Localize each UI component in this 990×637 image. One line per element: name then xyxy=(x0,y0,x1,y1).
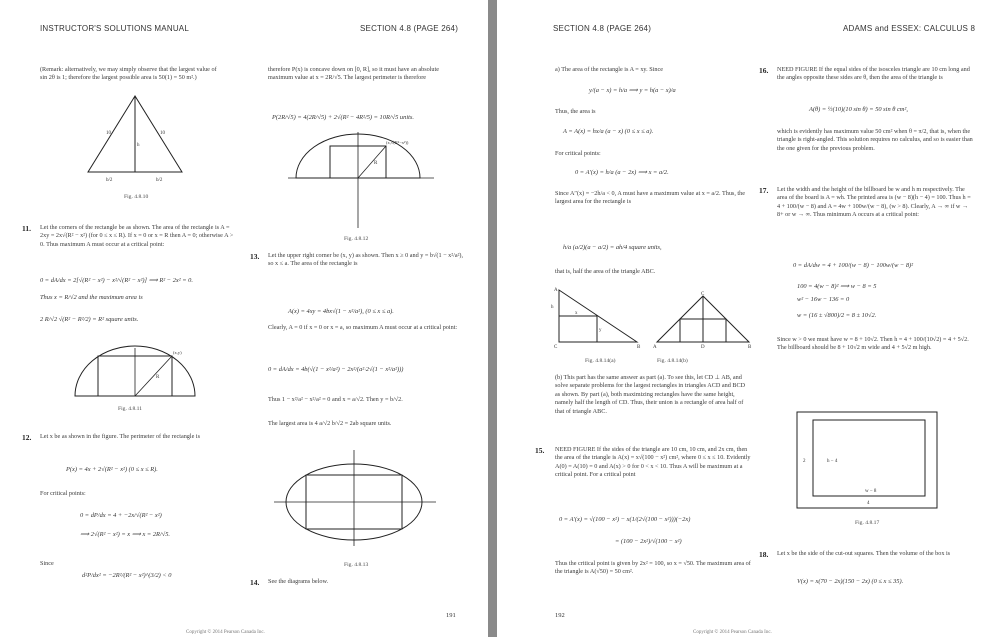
part-a-eq4: h/a (a/2)(a − a/2) = ah/4 square units, xyxy=(563,244,662,251)
fig14b-label-b: B xyxy=(748,345,752,350)
problem-11-number: 11. xyxy=(22,224,31,233)
problem-14-text: See the diagrams below. xyxy=(268,578,329,585)
problem-16-number: 16. xyxy=(759,66,769,75)
fig-4-8-10 xyxy=(80,90,190,184)
problem-18-eq1: V(x) = x(70 − 2x)(150 − 2x) (0 ≤ x ≤ 35). xyxy=(797,578,904,585)
part-a-text5: that is, half the area of the triangle ABC. xyxy=(555,268,656,275)
col2-eq1: P(2R/√5) = 4(2R/√5) + 2√(R² − 4R²/5) = 10R/√5 units. xyxy=(272,114,414,121)
fig14a-label-x: x xyxy=(575,311,578,316)
part-a-eq2: A = A(x) = hx/a (a − x) (0 ≤ x ≤ a). xyxy=(563,128,654,135)
problem-15-eq2: = (100 − 2x²)/√(100 − x²) xyxy=(615,538,682,545)
problem-11-eq3: 2 R/√2 √(R² − R²/2) = R² square units. xyxy=(40,316,139,323)
fig17-label-2: 2 xyxy=(803,459,806,464)
problem-11-eq1: 0 = dA/dx = 2[√(R² − x²) − x²/√(R² − x²)] ⟹ R² − 2x² = 0. xyxy=(40,277,193,284)
fig-4-8-14b xyxy=(653,292,753,348)
fig17-label-h4: h − 4 xyxy=(827,459,838,464)
fig-4-8-13 xyxy=(270,446,440,546)
problem-12-eq1: P(x) = 4x + 2√(R² − x²) (0 ≤ x ≤ R). xyxy=(66,466,158,473)
fig14a-label-y: y xyxy=(599,328,602,333)
fig10-label-right: 10 xyxy=(160,131,165,136)
fig10-label-h: h xyxy=(137,143,140,148)
fig10-label-b2: b/2 xyxy=(156,178,163,183)
problem-13-text: Let the upper right corner be (x, y) as shown. Then x ≥ 0 and y = b√(1 − x²/a²), so x ≤ a. The area of the rectangle is xyxy=(268,252,464,268)
problem-17-number: 17. xyxy=(759,186,769,195)
right-page xyxy=(497,0,990,637)
problem-12-eq3: ⟹ 2√(R² − x²) = x ⟹ x = 2R/√5. xyxy=(80,531,171,538)
right-header-title: ADAMS and ESSEX: CALCULUS 8 xyxy=(843,24,976,33)
problem-18-text: Let x be the side of the cut-out squares. Then the volume of the box is xyxy=(777,550,951,557)
part-b-text: (b) This part has the same answer as part (a). To see this, let CD ⊥ AB, and solve separate problems for the largest rectangles in triangles ACD and BCD as shown. By part (a), both maximizing rectangles have the same height, namely half the length of CD. Thus, their union is a rectangle of area half of that of triangle ABC. xyxy=(555,374,746,415)
problem-17-eq3: w² − 16w − 136 = 0 xyxy=(797,296,850,303)
fig11-caption: Fig. 4.8.11 xyxy=(118,406,143,412)
fig14b-label-c: C xyxy=(701,292,705,297)
right-page-number: 192 xyxy=(555,612,565,619)
fig-4-8-17 xyxy=(793,408,943,512)
right-footer: Copyright © 2014 Pearson Canada Inc. xyxy=(693,630,772,635)
problem-15-text: NEED FIGURE If the sides of the triangle are 10 cm, 10 cm, and 2x cm, then the area of the triangle is A(x) = x√(100 − x²) cm², where 0 ≤ x ≤ 10. Evidently A(0) = A(10) = 0 and A(x) > 0 for 0 < x < 10. Thus A will be maximum at a critical point. For a critical point xyxy=(555,446,751,479)
fig17-label-4: 4 xyxy=(867,501,870,506)
problem-17-text2: Since w > 0 we must have w = 8 + 10√2. Then h = 4 + 100/(10√2) = 4 + 5√2. The billboard should be 8 + 10√2 m wide and 4 + 5√2 m high. xyxy=(777,336,969,352)
part-a-text4: Since A″(x) = −2h/a < 0, A must have a maximum value at x = a/2. Thus, the largest area for the rectangle is xyxy=(555,190,745,206)
remark-text: (Remark: alternatively, we may simply observe that the largest value of sin 2θ is 1; therefore the largest possible area is 50(1) = 50 m².) xyxy=(40,66,217,82)
fig14b-label-a: A xyxy=(653,345,657,350)
problem-16-eq1: A(θ) = ½(10)(10 sin θ) = 50 sin θ cm², xyxy=(809,106,908,113)
fig11-label-r: R xyxy=(156,375,160,380)
problem-17-text: Let the width and the height of the billboard be w and h m respectively. The area of the board is A = wh. The printed area is (w − 8)(h − 4) = 100. Thus h = 4 + 100/(w − 8) and A = 4w + 100w/(w − 8), (w > 8). Clearly, A → ∞ if w → 8+ or w → ∞. Thus minimum A occurs at a critical point: xyxy=(777,186,971,219)
fig14a-label-a: A xyxy=(554,288,558,293)
fig17-label-w8: w − 8 xyxy=(865,489,877,494)
fig14a-label-h: h xyxy=(551,305,554,310)
fig-4-8-12 xyxy=(286,130,436,230)
problem-12-eq2: 0 = dP/dx = 4 + −2x/√(R² − x²) xyxy=(80,512,162,519)
col2-text1: therefore P(x) is concave down on [0, R], so it must have an absolute maximum value at x = 2R/√5. The largest perimeter is therefore xyxy=(268,66,439,82)
problem-11-text: Let the corners of the rectangle be as shown. The area of the rectangle is A = 2xy = 2x√(R² − x²) (for 0 ≤ x ≤ R). If x = 0 or x = R then A = 0; otherwise A > 0. Thus maximum A must occur at a critical point: xyxy=(40,224,234,248)
fig17-caption: Fig. 4.8.17 xyxy=(855,520,880,526)
problem-18-number: 18. xyxy=(759,550,769,559)
problem-13-text4: The largest area is 4 a/√2 b/√2 = 2ab square units. xyxy=(268,420,392,427)
problem-13-text2: Clearly, A = 0 if x = 0 or x = a, so maximum A must occur at a critical point: xyxy=(268,324,458,331)
part-a-text2: Thus, the area is xyxy=(555,108,596,115)
left-header-section: SECTION 4.8 (PAGE 264) xyxy=(360,24,459,33)
problem-12-text: Let x be as shown in the figure. The perimeter of the rectangle is xyxy=(40,433,201,440)
part-a-eq3: 0 = A′(x) = h/a (a − 2x) ⟹ x = a/2. xyxy=(575,169,669,176)
part-a-text: a) The area of the rectangle is A = xy. Since xyxy=(555,66,663,73)
problem-16-text2: which is evidently has maximum value 50 cm² when θ = π/2, that is, when the triangle is right-angled. This solution requires no calculus, and so is easier than the one given for the previous problem. xyxy=(777,128,973,152)
problem-17-eq4: w = (16 ± √800)/2 = 8 ± 10√2. xyxy=(797,312,877,319)
fig14a-label-b: B xyxy=(637,345,641,350)
problem-16-text: NEED FIGURE If the equal sides of the isosceles triangle are 10 cm long and the angles opposite these sides are θ, then the area of the triangle is xyxy=(777,66,970,82)
fig10-label-b1: b/2 xyxy=(106,178,113,183)
part-a-eq1: y/(a − x) = h/a ⟹ y = h(a − x)/a xyxy=(589,87,676,94)
left-footer: Copyright © 2014 Pearson Canada Inc. xyxy=(186,630,265,635)
problem-12-eq4: d²P/dx² = −2R²/(R² − x²)^(3/2) < 0 xyxy=(82,572,172,579)
left-header-title: INSTRUCTOR'S SOLUTIONS MANUAL xyxy=(40,24,189,33)
problem-15-eq1: 0 = A′(x) = √(100 − x²) − x(1/(2√(100 − x²)))(−2x) xyxy=(559,516,691,523)
problem-11-eq2: Thus x = R/√2 and the maximum area is xyxy=(40,294,143,301)
right-header-section: SECTION 4.8 (PAGE 264) xyxy=(553,24,652,33)
fig14b-caption: Fig. 4.8.14(b) xyxy=(657,358,688,364)
problem-13-number: 13. xyxy=(250,252,260,261)
fig12-label-point: (x,√(R²−x²)) xyxy=(386,140,409,145)
fig14a-caption: Fig. 4.8.14(a) xyxy=(585,358,616,364)
problem-13-eq1: A(x) = 4xy = 4bx√(1 − x²/a²), (0 ≤ x ≤ a). xyxy=(288,308,394,315)
problem-15-text2: Thus the critical point is given by 2x² = 100, so x = √50. The maximum area of the triangle is A(√50) = 50 cm². xyxy=(555,560,751,576)
fig10-label-left: 10 xyxy=(106,131,111,136)
problem-12-text2: For critical points: xyxy=(40,490,86,497)
left-page xyxy=(0,0,488,637)
problem-12-number: 12. xyxy=(22,433,32,442)
problem-14-number: 14. xyxy=(250,578,260,587)
fig12-caption: Fig. 4.8.12 xyxy=(344,236,369,242)
fig11-label-point: (x,y) xyxy=(173,350,182,355)
fig-4-8-14a xyxy=(553,286,643,348)
fig13-caption: Fig. 4.8.13 xyxy=(344,562,369,568)
problem-17-eq1: 0 = dA/dw = 4 + 100/(w − 8) − 100w/(w − 8)² xyxy=(793,262,914,269)
problem-13-text3: Thus 1 − x²/a² − x²/a² = 0 and x = a/√2. Then y = b/√2. xyxy=(268,396,403,403)
fig12-label-r: R xyxy=(374,161,378,166)
fig10-caption: Fig. 4.8.10 xyxy=(124,194,149,200)
fig14a-label-c: C xyxy=(554,345,558,350)
problem-15-number: 15. xyxy=(535,446,545,455)
problem-12-since: Since xyxy=(40,560,54,567)
problem-13-eq2: 0 = dA/dx = 4b(√(1 − x²/a²) − 2x²/(a²·2√(1 − x²/a²))) xyxy=(268,366,404,373)
left-page-number: 191 xyxy=(446,612,456,619)
fig-4-8-11 xyxy=(70,342,200,400)
fig14b-label-d: D xyxy=(701,345,705,350)
part-a-text3: For critical points: xyxy=(555,150,601,157)
problem-17-eq2: 100 = 4(w − 8)² ⟹ w − 8 = 5 xyxy=(797,283,877,290)
